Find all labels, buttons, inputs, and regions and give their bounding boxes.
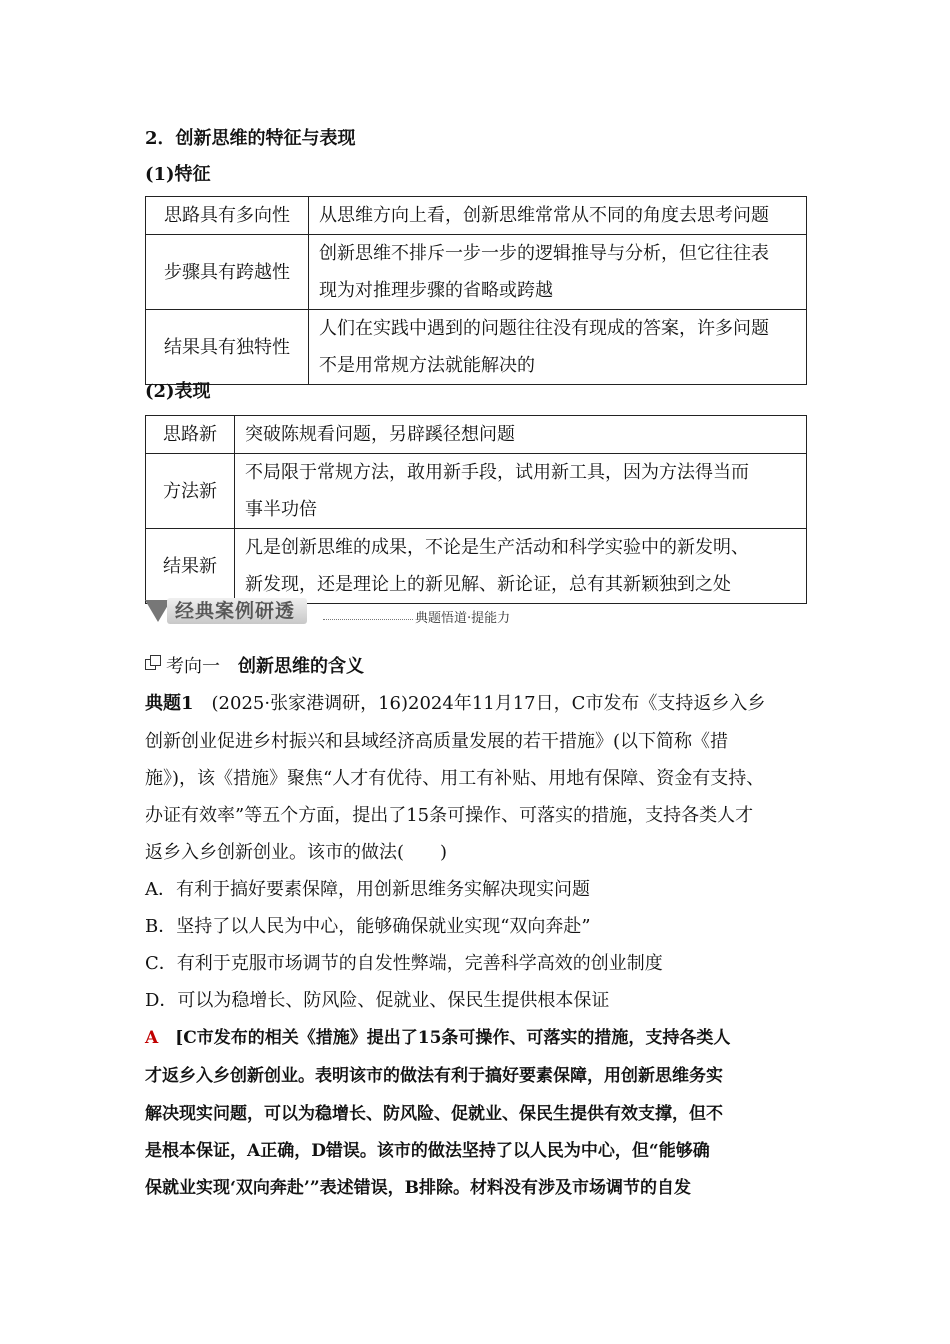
kaoxiang-heading bbox=[166, 655, 364, 679]
dotted-divider bbox=[323, 619, 413, 620]
feature-desc: 人们在实践中遇到的问题往往没有现成的答案，许多问题 不是用常规方法就能解决的 bbox=[309, 310, 807, 385]
case-study-banner bbox=[145, 598, 545, 634]
table-row bbox=[146, 416, 807, 454]
features-table bbox=[145, 196, 807, 385]
table-row bbox=[146, 235, 807, 310]
answer-line: 解决现实问题，可以为稳增长、防风险、促就业、保民生提供有效支撑，但不 bbox=[145, 1104, 723, 1124]
answer-line: 保就业实现‘双向奔赴’”表述错误，B排除。材料没有涉及市场调节的自发 bbox=[145, 1178, 691, 1198]
option-c: C．有利于克服市场调节的自发性弊端，完善科学高效的创业制度 bbox=[145, 953, 663, 974]
banner-title: 经典案例研透 bbox=[167, 598, 307, 624]
answer-line: 是根本保证，A正确，D错误。该市的做法坚持了以人民为中心，但“能够确 bbox=[145, 1141, 710, 1161]
manifestation-key: 思路新 bbox=[146, 416, 235, 454]
table-row bbox=[146, 454, 807, 529]
option-d: D．可以为稳增长、防风险、促就业、保民生提供根本保证 bbox=[145, 990, 610, 1011]
question-line: 施》)，该《措施》聚焦“人才有优待、用工有补贴、用地有保障、资金有支持、 bbox=[145, 768, 765, 789]
manifestations-table bbox=[145, 415, 807, 604]
question-line: 创新创业促进乡村振兴和县域经济高质量发展的若干措施》(以下简称《措 bbox=[145, 731, 729, 752]
manifestations-subheading: (2)表现 bbox=[145, 381, 211, 402]
question-label: 典题1 bbox=[145, 693, 194, 714]
option-b: B．坚持了以人民为中心，能够确保就业实现“双向奔赴” bbox=[145, 916, 591, 937]
feature-key: 结果具有独特性 bbox=[146, 310, 309, 385]
answer-key: A bbox=[145, 1028, 159, 1048]
table-row bbox=[146, 529, 807, 604]
question-line: 返乡入乡创新创业。该市的做法( ) bbox=[145, 842, 448, 863]
answer-line: 才返乡入乡创新创业。表明该市的做法有利于搞好要素保障，用创新思维务实 bbox=[145, 1066, 723, 1086]
manifestation-key: 结果新 bbox=[146, 529, 235, 604]
feature-desc: 从思维方向上看，创新思维常常从不同的角度去思考问题 bbox=[309, 197, 807, 235]
answer-line: A [C市发布的相关《措施》提出了15条可操作、可落实的措施，支持各类人 bbox=[145, 1028, 731, 1048]
question-line: 办证有效率”等五个方面，提出了15条可操作、可落实的措施，支持各类人才 bbox=[145, 805, 754, 826]
banner-subtitle: 典题悟道·提能力 bbox=[415, 611, 511, 626]
feature-key: 思路具有多向性 bbox=[146, 197, 309, 235]
kaoxiang-title: 创新思维的含义 bbox=[238, 656, 364, 677]
kaoxiang-label: 考向一 bbox=[166, 656, 220, 677]
features-subheading: (1)特征 bbox=[145, 164, 211, 185]
option-a: A．有利于搞好要素保障，用创新思维务实解决现实问题 bbox=[145, 879, 590, 900]
feature-key: 步骤具有跨越性 bbox=[146, 235, 309, 310]
manifestation-key: 方法新 bbox=[146, 454, 235, 529]
manifestation-desc: 不局限于常规方法，敢用新手段，试用新工具，因为方法得当而 事半功倍 bbox=[235, 454, 807, 529]
table-row bbox=[146, 197, 807, 235]
question-line: 典题1 (2025·张家港调研，16)2024年11月17日，C市发布《支持返乡入乡 bbox=[145, 693, 766, 714]
manifestation-desc: 突破陈规看问题，另辟蹊径想问题 bbox=[235, 416, 807, 454]
manifestation-desc: 凡是创新思维的成果，不论是生产活动和科学实验中的新发明、 新发现，还是理论上的新见解、新论证，总有其新颖独到之处 bbox=[235, 529, 807, 604]
feature-desc: 创新思维不排斥一步一步的逻辑推导与分析，但它往往表 现为对推理步骤的省略或跨越 bbox=[309, 235, 807, 310]
table-row bbox=[146, 310, 807, 385]
squares-icon bbox=[145, 655, 161, 671]
section-heading: 2．创新思维的特征与表现 bbox=[145, 128, 356, 149]
